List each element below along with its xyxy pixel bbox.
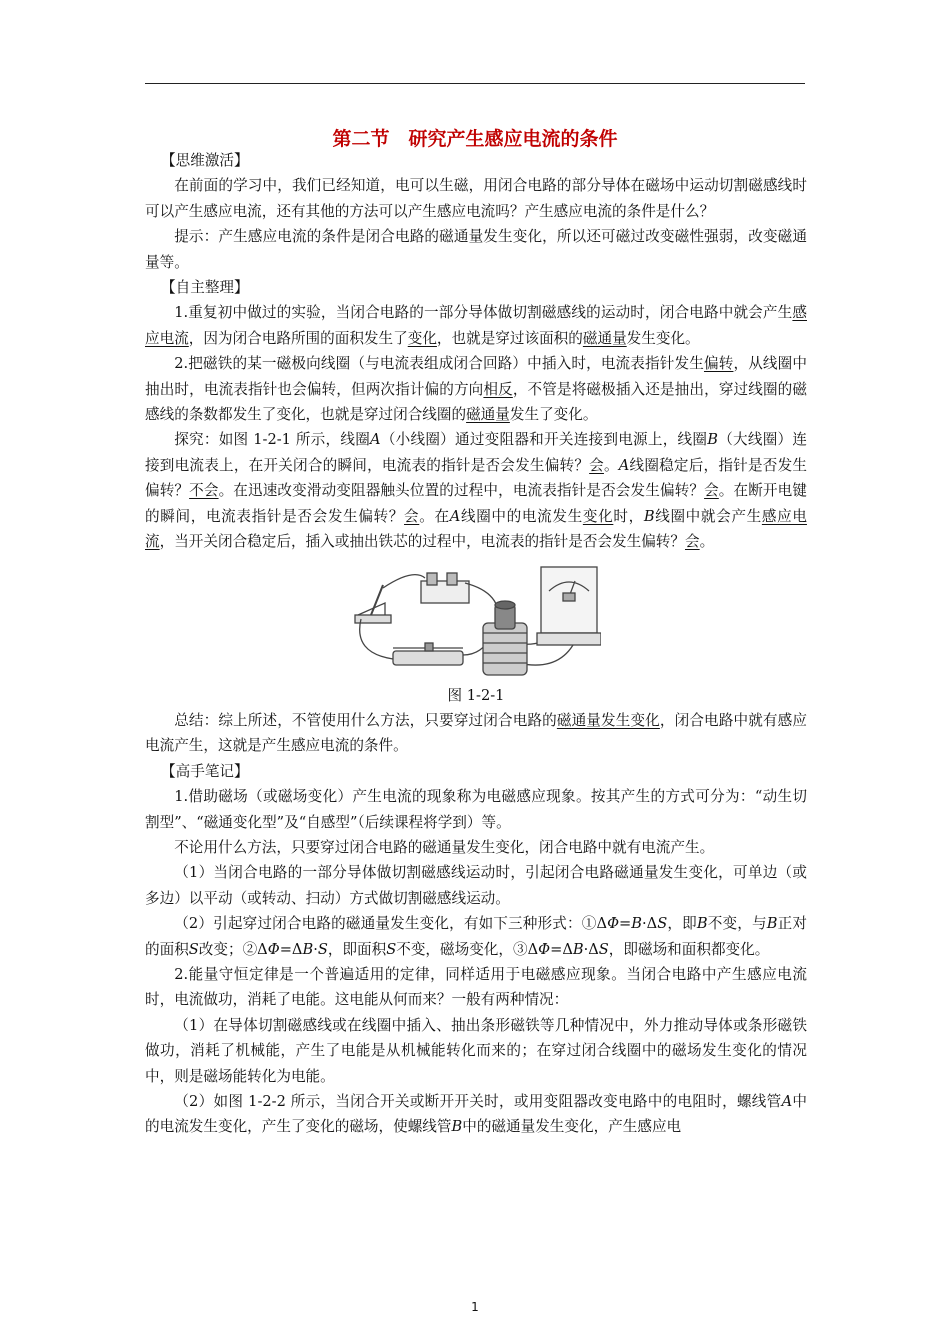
page-title: 第二节 研究产生感应电流的条件 (332, 128, 618, 150)
section-heading-self-study: 【自主整理】 (161, 279, 249, 297)
paragraph: （2）如图 1-2-2 所示，当闭合开关或断开开关时，或用变阻器改变电路中的电阻时，螺线管A中的电流发生变化，产生了变化的磁场，使螺线管B中的磁通量发生变化，产生感应电 (145, 1093, 807, 1136)
paragraph: 2.把磁铁的某一磁极向线圈（与电流表组成闭合回路）中插入时，电流表指针发生偏转，从线圈中抽出时，电流表指针也会偏转，但两次指计偏的方向相反，不管是将磁极插入还是抽出，穿过线圈的磁感线的条数都发生了变化，也就是穿过闭合线圈的磁通量发生了变化。 (145, 355, 807, 424)
paragraph: 提示：产生感应电流的条件是闭合电路的磁通量发生变化，所以还可磁过改变磁性强弱，改变磁通量等。 (145, 228, 807, 271)
paragraph: 总结：综上所述，不管使用什么方法，只要穿过闭合电路的磁通量发生变化，闭合电路中就有感应电流产生，这就是产生感应电流的条件。 (145, 711, 807, 755)
section-heading-thinking: 【思维激活】 (161, 152, 249, 169)
paragraph: 1.借助磁场（或磁场变化）产生电流的现象称为电磁感应现象。按其产生的方式可分为：“动生切割型”、“磁通变化型”及“自感型”（后续课程将学到）等。 (145, 788, 807, 831)
figure-1-2-1 (145, 563, 807, 683)
document-body (145, 148, 807, 1140)
paragraph: 1.重复初中做过的实验，当闭合电路的一部分导体做切割磁感线的运动时，闭合电路中就会产生感应电流，因为闭合电路所围的面积发生了变化，也就是穿过该面积的磁通量发生变化。 (145, 304, 807, 347)
paragraph: （2）引起穿过闭合电路的磁通量发生变化，有如下三种形式：①ΔΦ=B·ΔS，即B不变，与B正对的面积S改变；②ΔΦ=ΔB·S，即面积S不变，磁场变化，③ΔΦ=ΔB·ΔS，即磁场和面积都变化。 (145, 915, 807, 958)
header-rule (145, 83, 805, 84)
paragraph: 探究：如图 1-2-1 所示，线圈A（小线圈）通过变阻器和开关连接到电源上，线圈B（大线圈）连接到电流表上，在开关闭合的瞬间，电流表的指针是否会发生偏转？会。A线圈稳定后，指针是否发生偏转？不会。在迅速改变滑动变阻器触头位置的过程中，电流表指针是否会发生偏转？会。在断开电键的瞬间，电流表指针是否会发生偏转？会。在A线圈中的电流发生变化时，B线圈中就会产生感应电流，当开关闭合稳定后，插入或抽出铁芯的过程中，电流表的指针是否会发生偏转？会。 (145, 431, 807, 551)
paragraph: （1）当闭合电路的一部分导体做切割磁感线运动时，引起闭合电路磁通量发生变化，可单边（或多边）以平动（或转动、扫动）方式做切割磁感线运动。 (145, 864, 807, 907)
section-heading-notes: 【高手笔记】 (161, 762, 249, 780)
experiment-apparatus-illustration (353, 563, 601, 683)
paragraph: （1）在导体切割磁感线或在线圈中插入、抽出条形磁铁等几种情况中，外力推动导体或条形磁铁做功，消耗了机械能，产生了电能是从机械能转化而来的；在穿过闭合线圈中的磁场发生变化的情况中，则是磁场能转化为电能。 (145, 1016, 807, 1085)
page-number: 1 (471, 1300, 479, 1314)
figure-caption: 图 1-2-1 (447, 686, 505, 704)
paragraph: 在前面的学习中，我们已经知道，电可以生磁，用闭合电路的部分导体在磁场中运动切割磁感线时可以产生感应电流，还有其他的方法可以产生感应电流吗？产生感应电流的条件是什么？ (145, 177, 807, 220)
paragraph: 2.能量守恒定律是一个普遍适用的定律，同样适用于电磁感应现象。当闭合电路中产生感应电流时，电流做功，消耗了电能。这电能从何而来？一般有两种情况： (145, 965, 807, 1009)
paragraph: 不论用什么方法，只要穿过闭合电路的磁通量发生变化，闭合电路中就有电流产生。 (174, 838, 715, 856)
